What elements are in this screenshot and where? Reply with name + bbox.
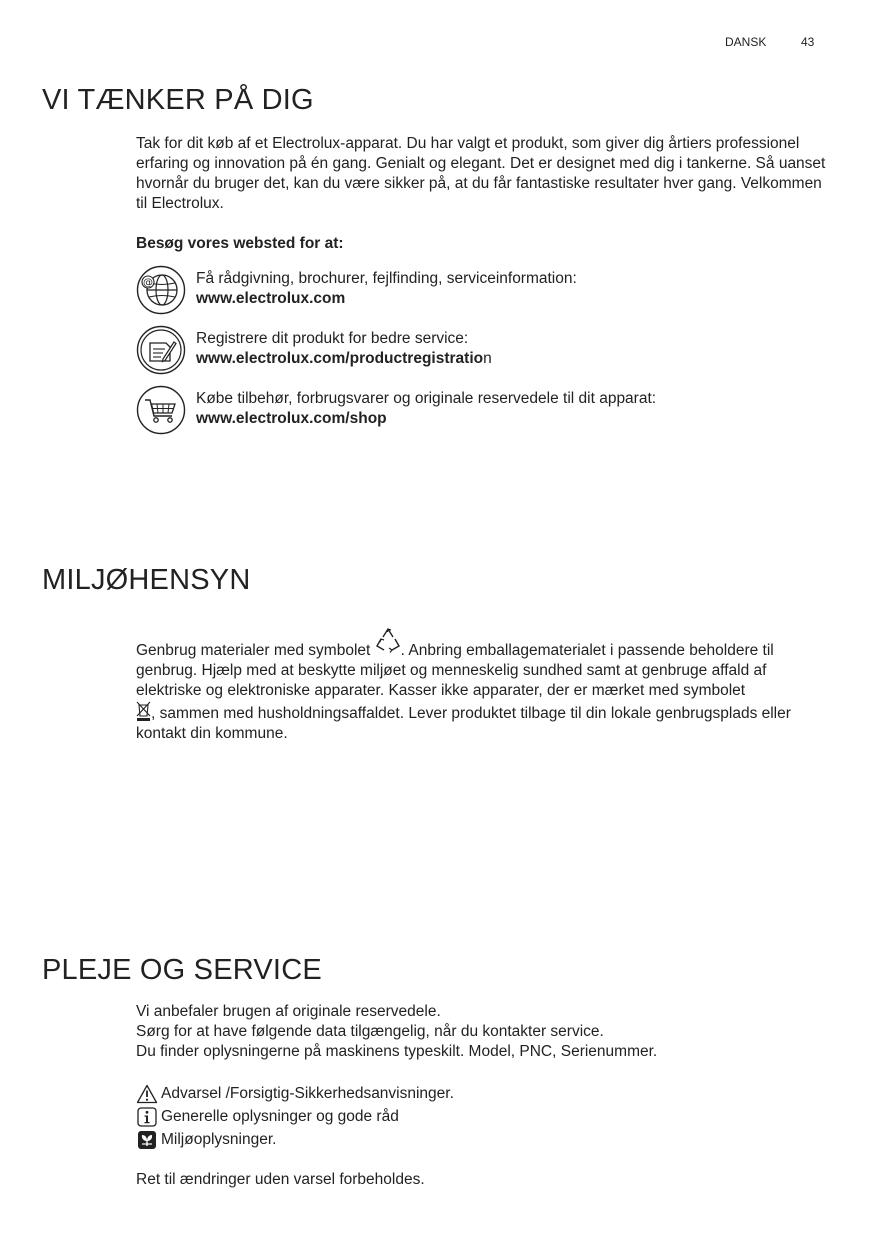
page-number: 43 — [801, 35, 815, 49]
weee-text-after: , sammen med husholdningsaffaldet. Lever produktet tilbage til din lokale genbrugsplads eller kontakt din kommune. — [136, 705, 791, 742]
environment-paragraph — [136, 627, 816, 744]
legend-item-environment — [136, 1128, 826, 1151]
environment-text — [136, 627, 816, 744]
intro-text: Tak for dit køb af et Electrolux-apparat. Du har valgt et produkt, som giver dig årtiers professionel erfaring og innovation på én gang. Genialt og elegant. Det er designet med dig i tankerne. Så uanset hvornår du bruger det, kan du være sikker på, at du får fantastiske resultater hver gang. Velkommen til Electrolux. — [136, 135, 826, 212]
globe-icon — [136, 265, 186, 315]
svg-text:@: @ — [143, 277, 153, 289]
link-url-electrolux[interactable]: www.electrolux.com — [196, 290, 346, 307]
warning-icon — [136, 1084, 158, 1104]
footer-note: Ret til ændringer uden varsel forbeholdes. — [136, 1171, 425, 1188]
link-url-productregistration[interactable] — [196, 349, 492, 369]
recycle-text-after: . Anbring emballagematerialet i passende beholdere til genbrug. — [136, 642, 774, 679]
environment-icon — [136, 1130, 158, 1150]
link-row-shop — [136, 385, 836, 437]
legend-item-warning — [136, 1082, 826, 1105]
recycle-text-before: Genbrug materialer med symbolet — [136, 642, 371, 659]
section-title-environment: MILJØHENSYN — [42, 564, 251, 596]
visit-heading: Besøg vores websted for at: — [136, 235, 344, 252]
link-row-registration — [136, 325, 836, 377]
link-url-main: www.electrolux.com/productregistratio — [196, 350, 484, 367]
care-line: Du finder oplysningerne på maskinens typeskilt. Model, PNC, Serienummer. — [136, 1043, 658, 1060]
legend-item-info — [136, 1105, 826, 1128]
header-language: DANSK — [725, 35, 767, 49]
legend-text: Generelle oplysninger og gode råd — [161, 1107, 399, 1125]
link-description: Få rådgivning, brochurer, fejlfinding, serviceinformation: — [196, 270, 577, 287]
link-text-shop — [196, 389, 656, 429]
intro-paragraph — [136, 134, 826, 214]
weee-text-before: Hjælp med at beskytte miljøet og menneskelig sundhed samt at genbruge affald af elektriske og elektroniske apparater. Kasser ikke apparater, der er mærket med symbolet — [136, 662, 767, 699]
legend-text: Miljøoplysninger. — [161, 1130, 277, 1148]
link-description: Registrere dit produkt for bedre service: — [196, 330, 469, 347]
link-row-support — [136, 265, 836, 317]
care-line: Vi anbefaler brugen af originale reservedele. — [136, 1003, 441, 1020]
link-description: Købe tilbehør, forbrugsvarer og originale reservedele til dit apparat: — [196, 390, 657, 407]
legend-text: Advarsel /Forsigtig-Sikkerhedsanvisninger. — [161, 1084, 454, 1102]
care-service-intro — [136, 1002, 826, 1062]
section-title-care-service: PLEJE OG SERVICE — [42, 954, 322, 986]
recycle-icon — [375, 627, 401, 653]
section-title-thinking-of-you: VI TÆNKER PÅ DIG — [42, 84, 314, 116]
link-url-tail: n — [483, 350, 492, 367]
registration-icon — [136, 325, 186, 375]
wheelie-bin-icon — [136, 701, 151, 721]
symbol-legend — [136, 1082, 826, 1151]
shopping-cart-icon — [136, 385, 186, 435]
link-url-shop[interactable]: www.electrolux.com/shop — [196, 410, 387, 427]
care-line: Sørg for at have følgende data tilgængelig, når du kontakter service. — [136, 1023, 604, 1040]
link-text-registration — [196, 329, 492, 369]
link-text-support — [196, 269, 577, 309]
info-icon — [136, 1107, 158, 1127]
